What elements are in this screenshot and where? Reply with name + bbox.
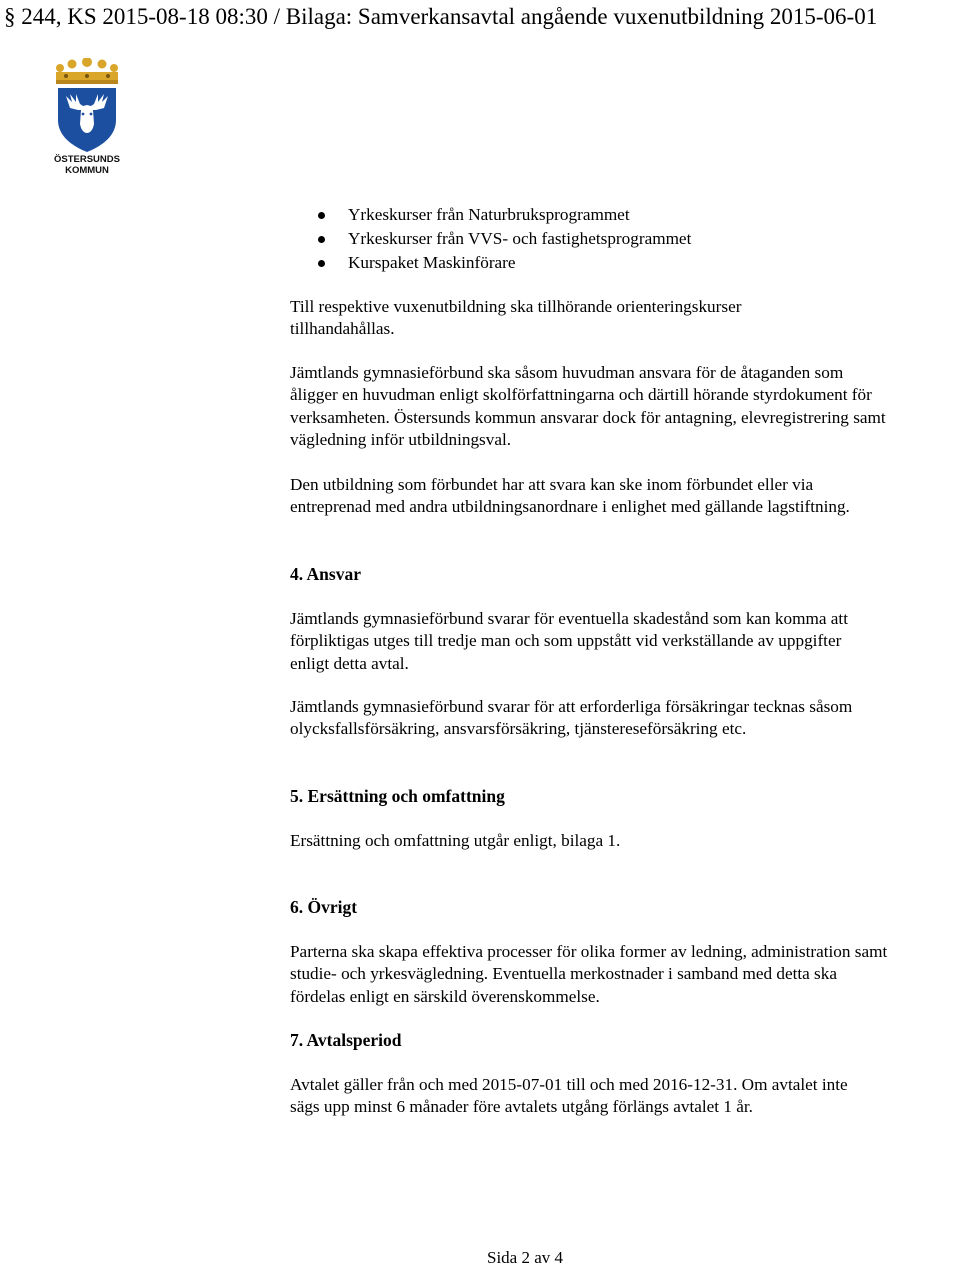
section-heading-7: 7. Avtalsperiod (290, 1030, 402, 1050)
section-heading-6: 6. Övrigt (290, 897, 358, 917)
logo-text-line1: ÖSTERSUNDS (54, 154, 120, 165)
page-number: Sida 2 av 4 (486, 1248, 564, 1267)
bullet-icon (318, 236, 325, 243)
bullet-icon (318, 260, 325, 267)
section-heading-4: 4. Ansvar (290, 564, 361, 584)
paragraph-orientation: Till respektive vuxenutbildning ska tillhörande orienteringskurser tillhandahållas. (290, 297, 742, 339)
paragraph-compensation: Ersättning och omfattning utgår enligt, bilaga 1. (290, 831, 621, 850)
list-item-text: Yrkeskurser från VVS- och fastighetsprogrammet (348, 229, 692, 248)
paragraph-other: Parterna ska skapa effektiva processer för olika former av ledning, administration samt studie- och yrkesvägledning. Eventuella merkostnader i samband med detta ska fördelas enligt en särskild överenskommelse. (290, 942, 888, 1006)
paragraph-insurance: Jämtlands gymnasieförbund svarar för att erforderliga försäkringar tecknas såsom olycksfallsförsäkring, ansvarsförsäkring, tjänstereseförsäkring etc. (290, 697, 853, 739)
paragraph-period: Avtalet gäller från och med 2015-07-01 till och med 2016-12-31. Om avtalet inte sägs upp minst 6 månader före avtalets utgång förlängs avtalet 1 år. (290, 1075, 848, 1117)
municipality-logo (52, 58, 122, 178)
paragraph-education: Den utbildning som förbundet har att svara kan ske inom förbundet eller via entreprenad med andra utbildningsanordnare i enlighet med gällande lagstiftning. (290, 475, 850, 517)
paragraph-responsibility: Jämtlands gymnasieförbund ska såsom huvudman ansvara för de åtaganden som åligger en huvudman enligt skolförfattningarna och därtill hörande styrdokument för verksamheten. Östersunds kommun ansvarar dock för antagning, elevregistrering samt vägledning inför utbildningsval. (290, 363, 886, 450)
bullet-icon (318, 212, 325, 219)
list-item-text: Yrkeskurser från Naturbruksprogrammet (348, 205, 630, 224)
logo-text-line2: KOMMUN (65, 165, 109, 176)
list-item-text: Kurspaket Maskinförare (348, 253, 516, 272)
document-header: § 244, KS 2015-08-18 08:30 / Bilaga: Samverkansavtal angående vuxenutbildning 2015-06-01 (4, 4, 878, 29)
paragraph-damages: Jämtlands gymnasieförbund svarar för eventuella skadestånd som kan komma att förpliktigas utges till tredje man och som uppstått vid verkställande av uppgifter enligt detta avtal. (290, 609, 848, 673)
crown-icon (56, 58, 118, 84)
coat-of-arms-icon (52, 58, 122, 153)
section-heading-5: 5. Ersättning och omfattning (290, 786, 505, 806)
